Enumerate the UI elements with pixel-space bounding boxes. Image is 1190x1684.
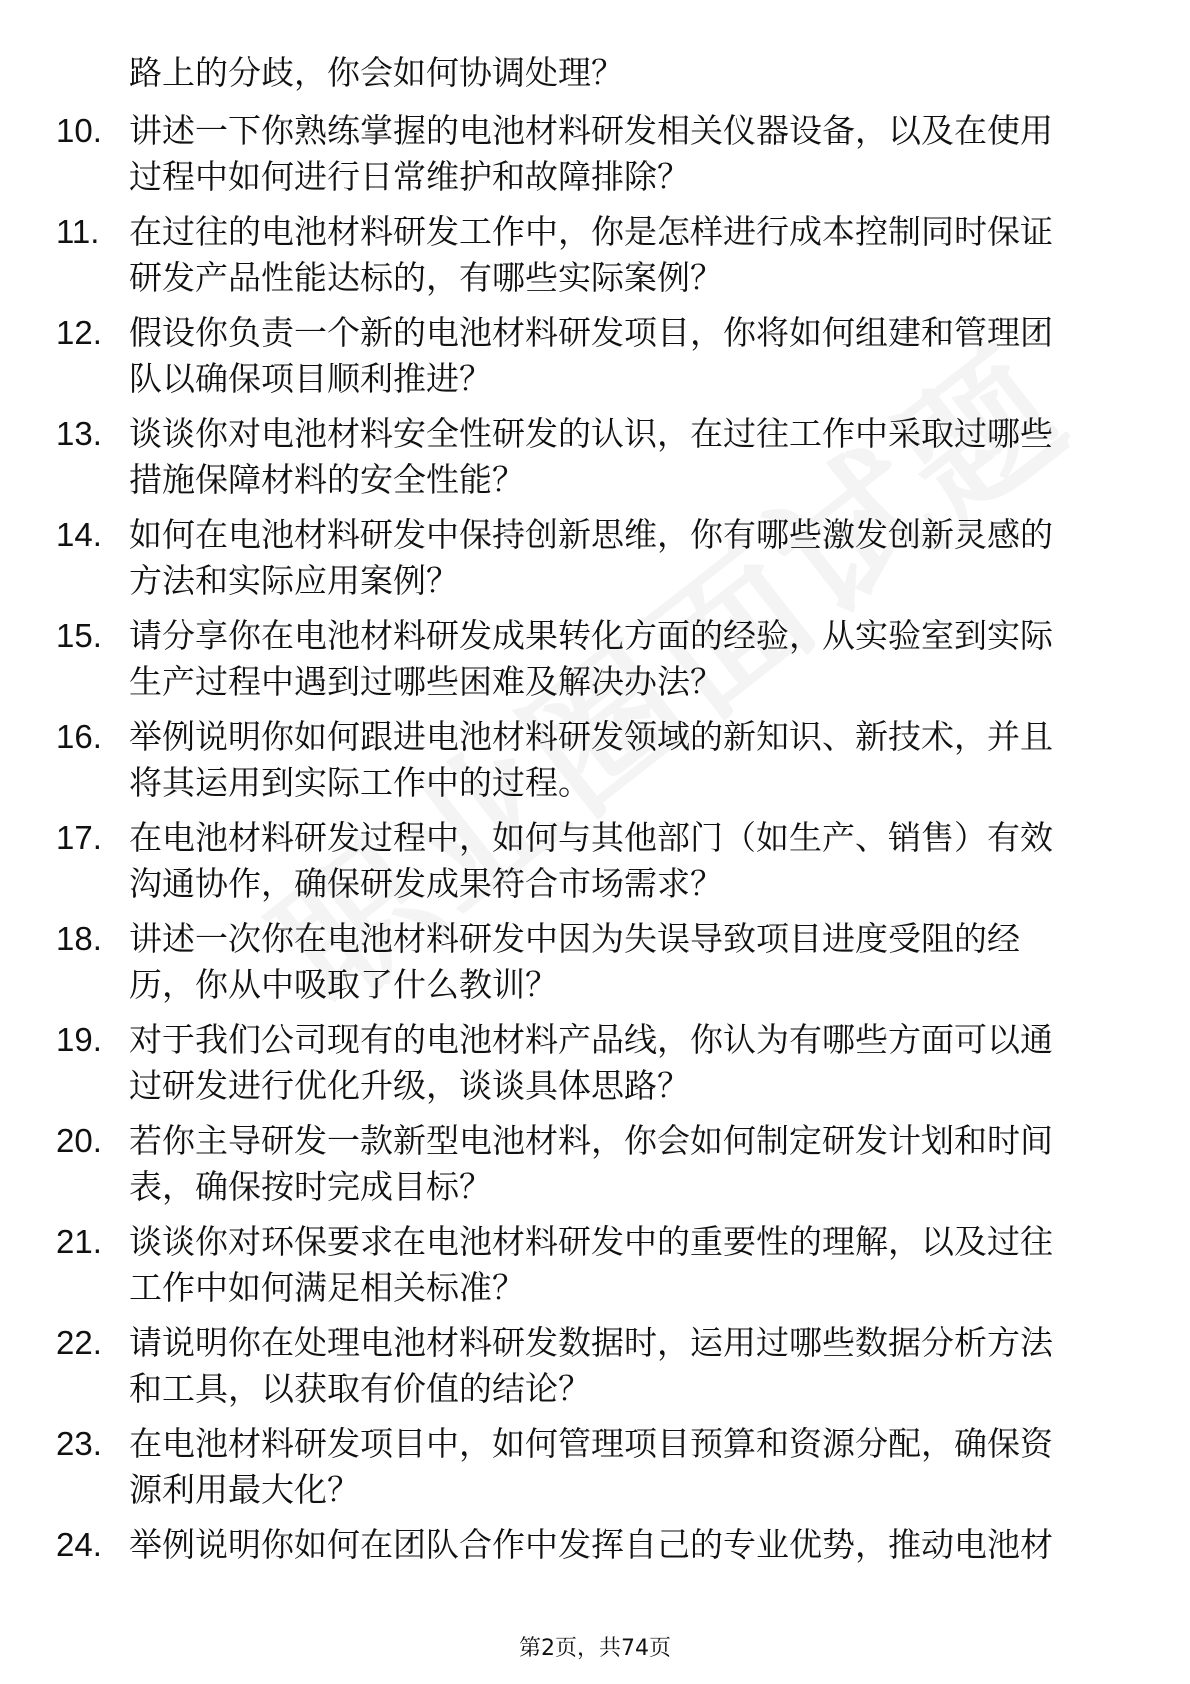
question-number: 23. bbox=[56, 1425, 102, 1462]
question-number: 21. bbox=[56, 1223, 102, 1260]
question-text-line: 在过往的电池材料研发工作中，你是怎样进行成本控制同时保证 bbox=[129, 212, 1053, 251]
question-text-line: 和工具，以获取有价值的结论？ bbox=[129, 1369, 591, 1408]
question-text-line: 如何在电池材料研发中保持创新思维，你有哪些激发创新灵感的 bbox=[129, 515, 1053, 554]
question-number: 12. bbox=[56, 314, 102, 351]
question-text-line: 研发产品性能达标的，有哪些实际案例？ bbox=[129, 258, 723, 297]
question-text-line: 对于我们公司现有的电池材料产品线，你认为有哪些方面可以通 bbox=[129, 1020, 1053, 1059]
question-text-line: 将其运用到实际工作中的过程。 bbox=[129, 763, 591, 802]
question-item-12 bbox=[50, 310, 1130, 402]
question-item-14 bbox=[50, 512, 1130, 604]
question-number: 24. bbox=[56, 1526, 102, 1563]
question-item-17 bbox=[50, 815, 1130, 907]
question-item-15 bbox=[50, 613, 1130, 705]
question-text-line: 队以确保项目顺利推进？ bbox=[129, 359, 492, 398]
question-text-line: 源利用最大化？ bbox=[129, 1470, 360, 1509]
question-item-13 bbox=[50, 411, 1130, 503]
question-item-24 bbox=[50, 1522, 1130, 1568]
question-item-23 bbox=[50, 1421, 1130, 1513]
question-text-line: 假设你负责一个新的电池材料研发项目，你将如何组建和管理团 bbox=[129, 313, 1053, 352]
question-number: 15. bbox=[56, 617, 102, 654]
question-number: 17. bbox=[56, 819, 102, 856]
question-number: 10. bbox=[56, 112, 102, 149]
question-number: 16. bbox=[56, 718, 102, 755]
question-item-11 bbox=[50, 209, 1130, 301]
question-number: 14. bbox=[56, 516, 102, 553]
question-list bbox=[50, 108, 1130, 1577]
question-item-16 bbox=[50, 714, 1130, 806]
question-text-line: 沟通协作，确保研发成果符合市场需求？ bbox=[129, 864, 723, 903]
question-text-line: 过研发进行优化升级，谈谈具体思路？ bbox=[129, 1066, 690, 1105]
question-item-20 bbox=[50, 1118, 1130, 1210]
question-text-line: 谈谈你对环保要求在电池材料研发中的重要性的理解，以及过往 bbox=[129, 1222, 1053, 1261]
question-item-18 bbox=[50, 916, 1130, 1008]
question-text-line: 在电池材料研发项目中，如何管理项目预算和资源分配，确保资 bbox=[129, 1424, 1053, 1463]
question-number: 18. bbox=[56, 920, 102, 957]
page-number-footer: 第2页，共74页 bbox=[519, 1636, 671, 1661]
question-text-line: 方法和实际应用案例？ bbox=[129, 561, 459, 600]
question-text-line: 谈谈你对电池材料安全性研发的认识，在过往工作中采取过哪些 bbox=[129, 414, 1053, 453]
question-item-22 bbox=[50, 1320, 1130, 1412]
question-item-19 bbox=[50, 1017, 1130, 1109]
question-number: 11. bbox=[56, 213, 100, 250]
continued-question-text: 路上的分歧，你会如何协调处理？ bbox=[129, 53, 624, 92]
question-text-line: 过程中如何进行日常维护和故障排除？ bbox=[129, 157, 690, 196]
question-text-line: 历，你从中吸取了什么教训？ bbox=[129, 965, 558, 1004]
question-text-line: 举例说明你如何跟进电池材料研发领域的新知识、新技术，并且 bbox=[129, 717, 1053, 756]
question-number: 20. bbox=[56, 1122, 102, 1159]
question-number: 22. bbox=[56, 1324, 102, 1361]
question-item-21 bbox=[50, 1219, 1130, 1311]
question-text-line: 措施保障材料的安全性能？ bbox=[129, 460, 525, 499]
question-text-line: 请分享你在电池材料研发成果转化方面的经验，从实验室到实际 bbox=[129, 616, 1053, 655]
question-text-line: 请说明你在处理电池材料研发数据时，运用过哪些数据分析方法 bbox=[129, 1323, 1053, 1362]
question-item-10 bbox=[50, 108, 1130, 200]
question-number: 13. bbox=[56, 415, 102, 452]
question-text-line: 若你主导研发一款新型电池材料，你会如何制定研发计划和时间 bbox=[129, 1121, 1053, 1160]
question-text-line: 讲述一下你熟练掌握的电池材料研发相关仪器设备，以及在使用 bbox=[129, 111, 1053, 150]
question-text-line: 工作中如何满足相关标准？ bbox=[129, 1268, 525, 1307]
question-text-line: 在电池材料研发过程中，如何与其他部门（如生产、销售）有效 bbox=[129, 818, 1053, 857]
question-text-line: 生产过程中遇到过哪些困难及解决办法？ bbox=[129, 662, 723, 701]
question-text-line: 表，确保按时完成目标？ bbox=[129, 1167, 492, 1206]
question-text-line: 讲述一次你在电池材料研发中因为失误导致项目进度受阻的经 bbox=[129, 919, 1020, 958]
question-number: 19. bbox=[56, 1021, 102, 1058]
question-text-line: 举例说明你如何在团队合作中发挥自己的专业优势，推动电池材 bbox=[129, 1525, 1053, 1564]
